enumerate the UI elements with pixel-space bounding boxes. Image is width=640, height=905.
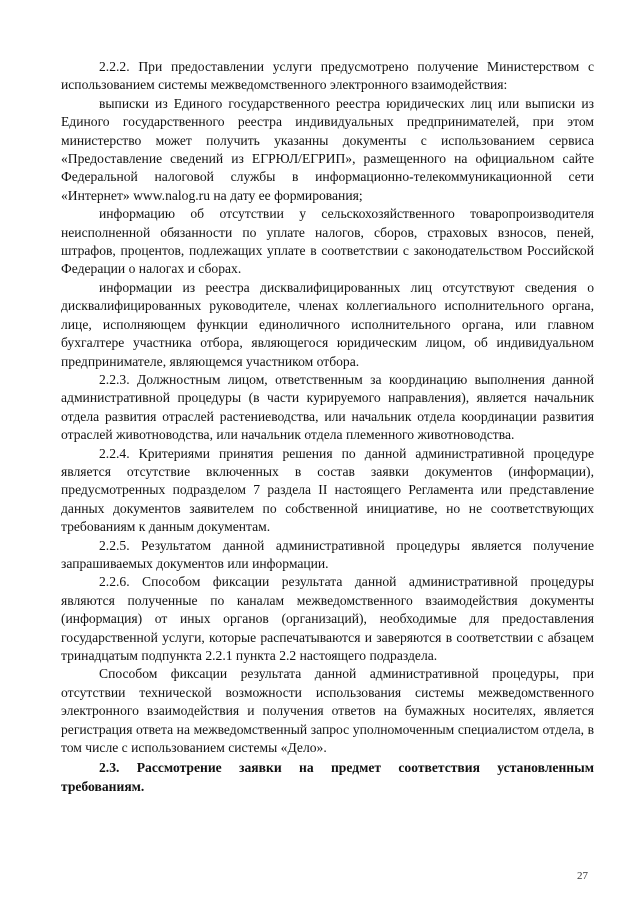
- paragraph-2-2-5: 2.2.5. Результатом данной административной процедуры является получение запрашиваемых документов или информации.: [61, 537, 594, 571]
- paragraph-disqualified-registry: информации из реестра дисквалифицированных лиц отсутствуют сведения о дисквалифицированных руководителе, членах коллегиального исполнительного органа, лице, исполняющем функции единоличного исполнительного органа, или главном бухгалтере участника отбора, являющегося юридическим лицом, об индивидуальном предпринимателе, являющемся участником отбора.: [61, 279, 594, 369]
- document-body: [61, 58, 594, 796]
- paragraph-fixation-method: Способом фиксации результата данной административной процедуры, при отсутствии технической возможности использования системы межведомственного электронного взаимодействия и получения ответов на бумажных носителях, является регистрация ответа на межведомственный запрос уполномоченным специалистом отдела, в том числе с использованием системы «Дело».: [61, 666, 594, 756]
- section-heading-2-3: 2.3. Рассмотрение заявки на предмет соответствия установленным требованиям.: [61, 760, 594, 794]
- paragraph-egrul-extract: выписки из Единого государственного реестра юридических лиц или выписки из Единого государственного реестра индивидуальных предпринимателей, при этом министерство может получить указанны документы с использованием сервиса «Предоставление сведений из ЕГРЮЛ/ЕГРИП», размещенного на официальном сайте Федеральной налоговой службы в информационно-телекоммуникационной сети «Интернет» www.nalog.ru на дату ее формирования;: [61, 95, 594, 203]
- paragraph-tax-debt-info: информацию об отсутствии у сельскохозяйственного товаропроизводителя неисполненной обязанности по уплате налогов, сборов, страховых взносов, пеней, штрафов, процентов, подлежащих уплате в соответствии с законодательством Российской Федерации о налогах и сборах.: [61, 206, 594, 277]
- paragraph-2-2-2: 2.2.2. При предоставлении услуги предусмотрено получение Министерством с использованием системы межведомственного электронного взаимодействия:: [61, 59, 594, 93]
- page-number: 27: [577, 870, 588, 882]
- paragraph-2-2-3: 2.2.3. Должностным лицом, ответственным за координацию выполнения данной административной процедуры (в части курируемого направления), является начальник отдела развития отраслей растениеводства, или начальник отдела координации развития отраслей животноводства, или начальник отдела племенного животноводства.: [61, 371, 594, 443]
- paragraph-2-2-6: 2.2.6. Способом фиксации результата данной административной процедуры являются полученные по каналам межведомственного взаимодействия документы (информация) от иных органов (организаций), необходимые для предоставления государственной услуги, которые распечатываются и заверяются в соответствии с абзацем тринадцатым подпункта 2.2.1 пункта 2.2 настоящего подраздела.: [61, 574, 594, 663]
- paragraph-2-2-4: 2.2.4. Критериями принятия решения по данной административной процедуре является отсутствие включенных в состав заявки документов (информации), предусмотренных подразделом 7 раздела II настоящего Регламента или представление данных документов заявителем по собственной инициативе, но не соответствующих требованиям к данным документам.: [61, 445, 594, 535]
